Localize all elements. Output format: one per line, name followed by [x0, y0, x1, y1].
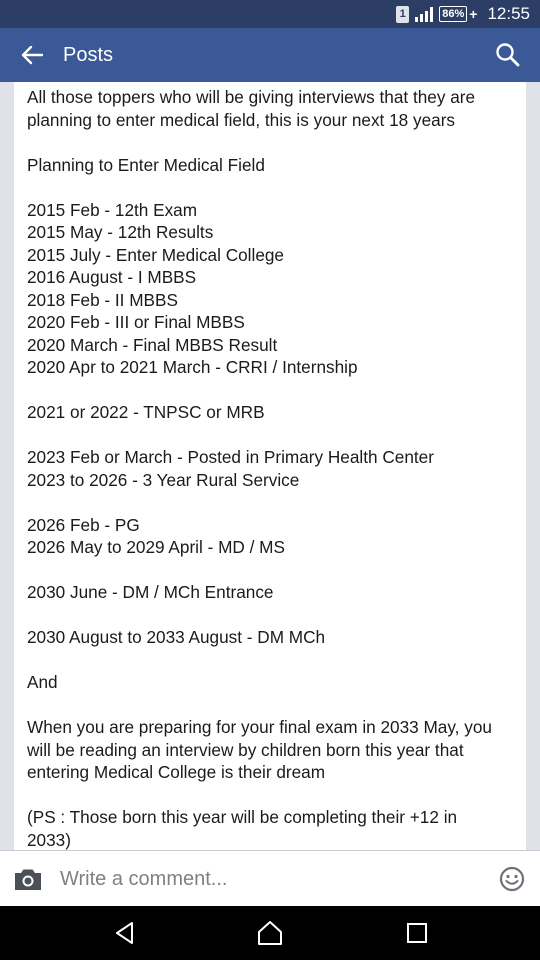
post-line: When you are preparing for your final exam in 2033 May, you — [27, 717, 492, 737]
post-line: 2030 August to 2033 August - DM MCh — [27, 627, 326, 647]
post-blank-line — [27, 604, 522, 627]
status-icons — [396, 0, 530, 28]
smiley-icon[interactable] — [498, 865, 526, 893]
post-line: (PS : Those born this year will be completing their +12 in — [27, 807, 458, 827]
post-line: All those toppers who will be giving interviews that they are — [27, 87, 476, 107]
camera-icon[interactable] — [12, 865, 44, 893]
comment-bar — [0, 850, 540, 907]
app-bar — [0, 28, 540, 82]
post-line: 2020 Feb - III or Final MBBS — [27, 312, 245, 332]
post-line: 2016 August - I MBBS — [27, 267, 197, 287]
post-line: 2020 March - Final MBBS Result — [27, 334, 278, 355]
charging-icon: + — [469, 6, 478, 22]
post-line: 2015 May - 12th Results — [27, 222, 214, 242]
post-line: 2023 Feb or March - Posted in Primary Health Center — [27, 447, 434, 467]
system-nav-bar — [0, 906, 540, 960]
post-line: 2020 Apr to 2021 March - CRRI / Internship — [27, 357, 358, 377]
post-line: 2023 to 2026 - 3 Year Rural Service — [27, 469, 300, 490]
page-title: Posts — [63, 44, 114, 66]
sim-card-icon: 1 — [396, 6, 409, 23]
post-line: 2030 June - DM / MCh Entrance — [27, 582, 274, 602]
post-blank-line — [27, 649, 522, 672]
nav-home-icon[interactable] — [256, 919, 284, 947]
comment-input[interactable] — [60, 859, 480, 899]
nav-recent-apps-icon[interactable] — [404, 920, 430, 946]
post-line: 2033) — [27, 829, 71, 850]
post-card — [14, 82, 526, 850]
status-bar — [0, 0, 540, 28]
post-blank-line — [27, 491, 522, 514]
battery-indicator — [439, 6, 477, 22]
post-blank-line — [27, 694, 522, 717]
back-arrow-icon[interactable] — [18, 41, 46, 69]
post-blank-line — [27, 379, 522, 402]
post-blank-line — [27, 784, 522, 807]
post-blank-line — [27, 131, 522, 154]
post-line: entering Medical College is their dream — [27, 762, 326, 782]
battery-percent: 86% — [439, 6, 467, 22]
post-line: Planning to Enter Medical Field — [27, 154, 265, 175]
search-icon[interactable] — [494, 41, 522, 69]
signal-icon — [415, 6, 433, 22]
post-feed[interactable] — [0, 82, 540, 850]
post-blank-line — [27, 424, 522, 447]
post-line: 2015 July - Enter Medical College — [27, 244, 284, 265]
post-blank-line — [27, 559, 522, 582]
post-line: 2026 Feb - PG — [27, 514, 140, 535]
post-line: will be reading an interview by children born this year that — [27, 739, 464, 760]
post-line: planning to enter medical field, this is your next 18 years — [27, 109, 456, 130]
post-line: 2026 May to 2029 April - MD / MS — [27, 537, 285, 557]
post-line: 2018 Feb - II MBBS — [27, 289, 178, 310]
post-blank-line — [27, 176, 522, 199]
post-line: 2015 Feb - 12th Exam — [27, 199, 198, 220]
post-line: 2021 or 2022 - TNPSC or MRB — [27, 402, 265, 422]
clock: 12:55 — [487, 4, 530, 23]
nav-back-icon[interactable] — [112, 920, 138, 946]
post-line: And — [27, 672, 58, 692]
post-body — [27, 86, 522, 850]
